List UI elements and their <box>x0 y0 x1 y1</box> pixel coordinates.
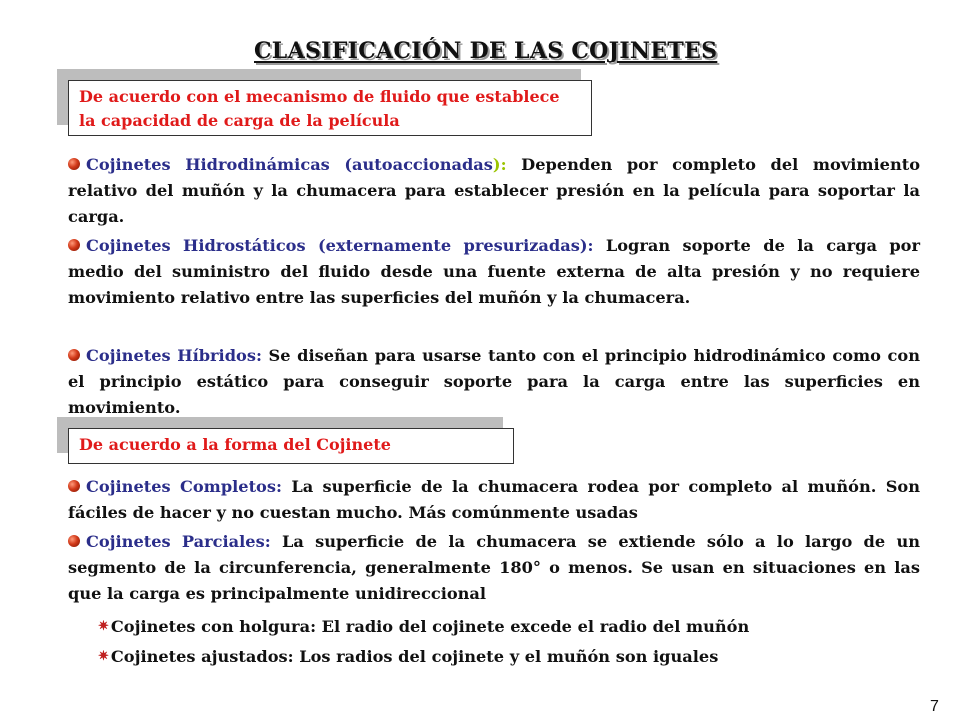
term-label: Cojinetes Hidrodinámicas (autoaccionadas <box>86 155 493 174</box>
bullet-icon <box>68 349 80 361</box>
section2-heading: De acuerdo a la forma del Cojinete <box>68 428 514 464</box>
star-bullet-icon: ✷ <box>98 649 109 664</box>
page-number: 7 <box>930 698 939 715</box>
subitem-text: Cojinetes con holgura: El radio del cojinete excede el radio del muñón <box>110 617 750 636</box>
list-item-hidrodinamicas: Cojinetes Hidrodinámicas (autoaccionadas): Dependen por completo del movimiento relativo del muñón y la chumacera para establecer presión en la película para soportar la carga. <box>68 155 920 226</box>
list-item-completos <box>68 474 920 526</box>
list-item-hibridos <box>68 343 920 421</box>
bullet-icon <box>68 239 80 251</box>
item-text: La superficie de la chumacera se extiende sólo a lo largo de un segmento de la circunferencia, generalmente 180° o menos. Se usan en situaciones en las que la carga es principalmente unidireccional <box>68 532 920 603</box>
item-text: Logran soporte de la carga por medio del suministro del fluido desde una fuente externa de alta presión y no requiere movimiento relativo entre las superficies del muñón y la chumacera. <box>68 236 920 307</box>
subitem-text: Cojinetes ajustados: Los radios del cojinete y el muñón son iguales <box>110 647 719 666</box>
list-item-hidrostaticos <box>68 233 920 311</box>
item-text: La superficie de la chumacera rodea por completo al muñón. Son fáciles de hacer y no cuestan mucho. Más comúnmente usadas <box>68 477 920 522</box>
subitem-ajustados <box>98 644 918 670</box>
section1-heading: De acuerdo con el mecanismo de fluido que establece la capacidad de carga de la película <box>68 80 592 136</box>
term-label: Cojinetes Hidrostáticos (externamente presurizadas): <box>86 236 594 255</box>
list-item-parciales <box>68 529 920 607</box>
bullet-icon <box>68 535 80 547</box>
bullet-icon <box>68 480 80 492</box>
bullet-icon <box>68 158 80 170</box>
star-bullet-icon: ✷ <box>98 619 109 634</box>
item-text: Dependen por completo del movimiento relativo del muñón y la chumacera para establecer presión en la película para soportar la carga. <box>68 155 920 226</box>
page-title: CLASIFICACIÓN DE LAS COJINETES <box>254 38 718 64</box>
term-label: Cojinetes Parciales: <box>86 532 271 551</box>
term-label: Cojinetes Híbridos: <box>86 346 262 365</box>
term-label: Cojinetes Completos: <box>86 477 282 496</box>
subitem-holgura <box>98 614 918 640</box>
item-text: Se diseñan para usarse tanto con el principio hidrodinámico como con el principio estático para conseguir soporte para la carga entre las superficies en movimiento. <box>68 346 920 417</box>
